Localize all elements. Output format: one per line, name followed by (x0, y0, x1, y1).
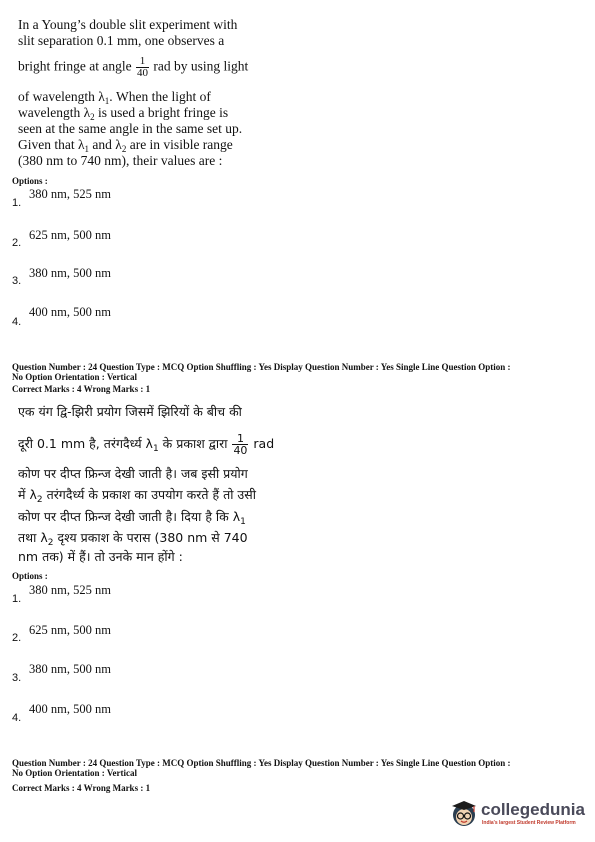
option-text: 625 nm, 500 nm (29, 228, 111, 242)
option-number: 2. (12, 632, 22, 644)
question-meta: No Option Orientation : Vertical (12, 372, 137, 382)
question-line: nm तक) में हैं। तो उनके मान होंगे : (18, 549, 183, 564)
question-meta: Question Number : 24 Question Type : MCQ Option Shuffling : Yes Display Question Number : Yes Single Line Question Option : (12, 758, 511, 768)
question-line: दूरी 0.1 mm है, तरंगदैर्ध्य $\lambda_1$ के प्रकाश द्वारा $\frac{1}{40}$ rad (18, 432, 275, 457)
logo-name: collegedunia (481, 800, 585, 819)
question-line: of wavelength $\lambda_1$. When the light of (18, 89, 211, 106)
question-meta: No Option Orientation : Vertical (12, 768, 137, 778)
option-text: 625 nm, 500 nm (29, 623, 111, 637)
question-line: Given that $\lambda_1$ and $\lambda_2$ are in visible range (18, 137, 233, 154)
question-meta: Question Number : 24 Question Type : MCQ Option Shuffling : Yes Display Question Number : Yes Single Line Question Option : (12, 362, 511, 372)
option-number: 1. (12, 593, 22, 605)
question-meta: Correct Marks : 4 Wrong Marks : 1 (12, 783, 151, 793)
option-number: 3. (12, 275, 22, 287)
logo-tagline: India's largest Student Review Platform (482, 820, 576, 826)
question-line: तथा $\lambda_2$ दृश्य प्रकाश के परास (380 nm से 740 (18, 530, 248, 548)
collegedunia-logo (449, 797, 589, 829)
option-text: 380 nm, 500 nm (29, 662, 111, 676)
option-text: 400 nm, 500 nm (29, 305, 111, 319)
question-line: कोण पर दीप्त फ्रिन्ज देखी जाती है। जब इसी प्रयोग (18, 466, 248, 481)
fraction: $\frac{1}{40}$ (233, 432, 248, 457)
question-line: कोण पर दीप्त फ्रिन्ज देखी जाती है। दिया है कि $\lambda_1$ (18, 509, 246, 527)
option-text: 380 nm, 525 nm (29, 187, 111, 201)
question-line: seen at the same angle in the same set up. (18, 121, 243, 136)
options-label: Options : (12, 176, 48, 186)
question-line: bright fringe at angle $\frac{1}{40}$ rad by using light (18, 55, 249, 79)
option-number: 2. (12, 237, 22, 249)
question-line: में $\lambda_2$ तरंगदैर्ध्य के प्रकाश का उपयोग करते हैं तो उसी (18, 487, 256, 505)
option-number: 1. (12, 197, 22, 209)
question-line: wavelength $\lambda_2$ is used a bright fringe is (18, 105, 229, 122)
option-text: 380 nm, 500 nm (29, 266, 111, 280)
option-number: 4. (12, 712, 22, 724)
question-line: (380 nm to 740 nm), their values are : (18, 153, 223, 168)
question-line: एक यंग द्वि-झिरी प्रयोग जिसमें झिरियों के बीच की (18, 404, 242, 419)
question-line: In a Young’s double slit experiment with (18, 17, 238, 32)
option-text: 400 nm, 500 nm (29, 702, 111, 716)
options-label: Options : (12, 571, 48, 581)
question-line: slit separation 0.1 mm, one observes a (18, 33, 225, 48)
question-meta: Correct Marks : 4 Wrong Marks : 1 (12, 384, 151, 394)
option-number: 3. (12, 672, 22, 684)
mascot-icon (449, 798, 479, 828)
fraction: $\frac{1}{40}$ (136, 55, 148, 79)
option-number: 4. (12, 316, 22, 328)
option-text: 380 nm, 525 nm (29, 583, 111, 597)
